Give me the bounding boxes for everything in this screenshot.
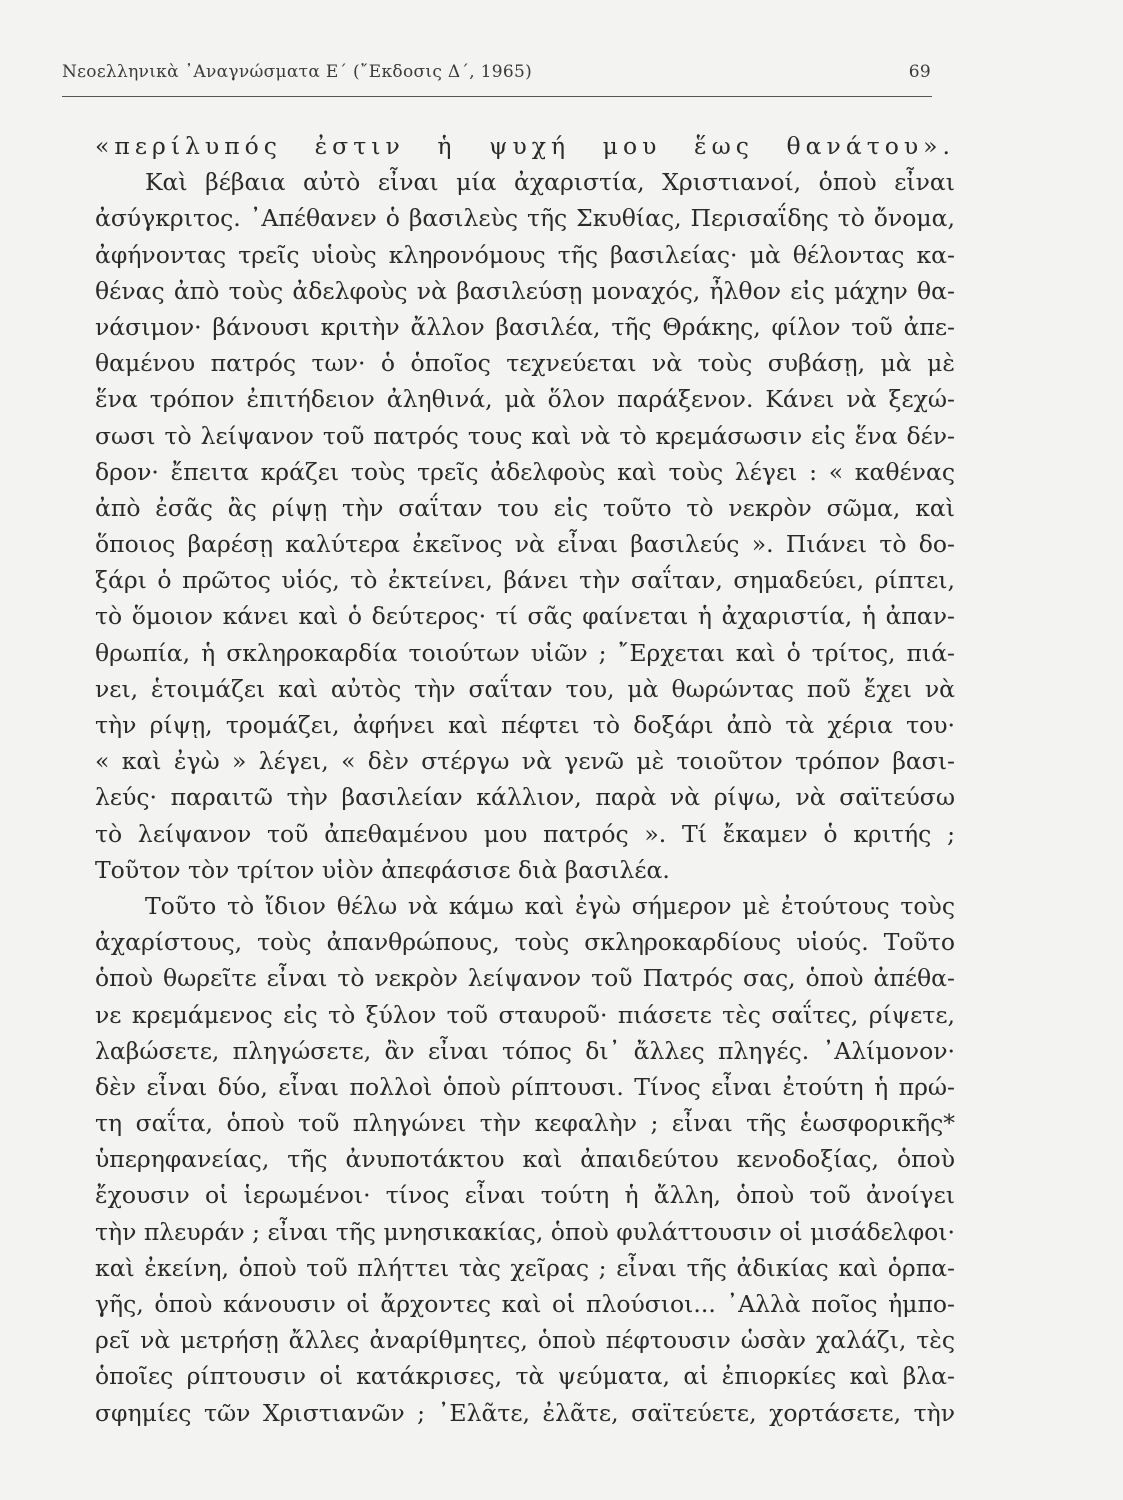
text-line: καὶ ἐκείνη, ὁποὺ τοῦ πλήττει τὰς χεῖρας ; εἶναι τῆς ἀδικίας καὶ ὁρπα- — [95, 1253, 955, 1282]
text-line: ὅποιος βαρέσῃ καλύτερα ἐκεῖνος νὰ εἶναι βασιλεύς ». Πιάνει τὸ δο- — [95, 530, 955, 559]
text-line: δρον· ἔπειτα κράζει τοὺς τρεῖς ἀδελφοὺς καὶ τοὺς λέγει : « καθένας — [95, 457, 955, 486]
text-line: γῆς, ὁποὺ κάνουσιν οἱ ἄρχοντες καὶ οἱ πλούσιοι... ᾿Αλλὰ ποῖος ἠμπο- — [95, 1290, 955, 1318]
text-line: λεύς· παραιτῶ τὴν βασιλείαν κάλλιον, παρὰ νὰ ρίψω, νὰ σαϊτεύσω — [95, 783, 955, 812]
running-head — [62, 62, 931, 92]
text-line: ἀπὸ ἐσᾶς ἂς ρίψῃ τὴν σαΐταν του εἰς τοῦτο τὸ νεκρὸν σῶμα, καὶ — [95, 493, 955, 522]
page-number: 69 — [908, 62, 931, 82]
text-line: θένας ἀπὸ τοὺς ἀδελφοὺς νὰ βασιλεύσῃ μοναχός, ἦλθον εἰς μάχην θα- — [95, 276, 955, 305]
text-line: θαμένου πατρός των· ὁ ὁποῖος τεχνεύεται νὰ τοὺς συβάσῃ, μὰ μὲ — [95, 349, 955, 378]
header-rule — [62, 96, 932, 97]
text-line: τὴν πλευράν ; εἶναι τῆς μνησικακίας, ὁποὺ φυλάττουσιν οἱ μισάδελφοι· — [95, 1217, 955, 1246]
text-line: λαβώσετε, πληγώσετε, ἂν εἶναι τόπος δι᾿ ἄλλες πληγές. ᾿Αλίμονον· — [95, 1036, 955, 1065]
text-line: ἀσύγκριτος. ᾿Απέθανεν ὁ βασιλεὺς τῆς Σκυθίας, Περισαΐδης τὸ ὄνομα, — [95, 204, 955, 233]
text-line: τὸ ὅμοιον κάνει καὶ ὁ δεύτερος· τί σᾶς φαίνεται ἡ ἀχαριστία, ἡ ἀπαν- — [95, 602, 955, 631]
text-line: ὁποῖες ρίπτουσιν οἱ κατάκρισες, τὰ ψεύματα, αἱ ἐπιορκίες καὶ βλα- — [95, 1362, 955, 1391]
text-line: ὑπερηφανείας, τῆς ἀνυποτάκτου καὶ ἀπαιδεύτου κενοδοξίας, ὁποὺ — [95, 1145, 955, 1174]
text-line: τη σαΐτα, ὁποὺ τοῦ πληγώνει τὴν κεφαλὴν ; εἶναι τῆς ἑωσφορικῆς* — [95, 1109, 955, 1138]
text-line: Καὶ βέβαια αὐτὸ εἶναι μία ἀχαριστία, Χριστιανοί, ὁποὺ εἶναι — [145, 168, 955, 197]
text-line: τὴν ρίψῃ, τρομάζει, ἀφήνει καὶ πέφτει τὸ δοξάρι ἀπὸ τὰ χέρια του· — [95, 711, 955, 739]
text-line: Τοῦτο τὸ ἴδιον θέλω νὰ κάμω καὶ ἐγὼ σήμερον μὲ ἐτούτους τοὺς — [145, 891, 955, 920]
running-title: Νεοελληνικὰ ᾿Αναγνώσματα Ε΄ (῎Εκδοσις Δ΄, 1965) — [62, 62, 533, 82]
text-line: ἔχουσιν οἱ ἱερωμένοι· τίνος εἶναι τούτη ἡ ἄλλη, ὁποὺ τοῦ ἀνοίγει — [95, 1181, 955, 1210]
text-line: ρεῖ νὰ μετρήσῃ ἄλλες ἀναρίθμητες, ὁποὺ πέφτουσιν ὡσὰν χαλάζι, τὲς — [95, 1326, 955, 1355]
text-line: ξάρι ὁ πρῶτος υἱός, τὸ ἐκτείνει, βάνει τὴν σαΐταν, σημαδεύει, ρίπτει, — [95, 566, 955, 595]
text-line: νει, ἑτοιμάζει καὶ αὐτὸς τὴν σαΐταν του, μὰ θωρώντας ποῦ ἔχει νὰ — [95, 674, 955, 703]
text-line: Τοῦτον τὸν τρίτον υἱὸν ἀπεφάσισε διὰ βασιλέα. — [95, 855, 670, 884]
text-line: ὁποὺ θωρεῖτε εἶναι τὸ νεκρὸν λείψανον τοῦ Πατρός σας, ὁποὺ ἀπέθα- — [95, 964, 955, 993]
text-line: σφημίες τῶν Χριστιανῶν ; ᾿Ελᾶτε, ἐλᾶτε, σαϊτεύετε, χορτάσετε, τὴν — [95, 1398, 955, 1427]
text-line: τὸ λείψανον τοῦ ἀπεθαμένου μου πατρός ». Τί ἔκαμεν ὁ κριτής ; — [95, 819, 955, 848]
text-line: νάσιμον· βάνουσι κριτὴν ἄλλον βασιλέα, τῆς Θράκης, φίλον τοῦ ἀπε- — [95, 312, 955, 341]
text-line: ἀχαρίστους, τοὺς ἀπανθρώπους, τοὺς σκληροκαρδίους υἱούς. Τοῦτο — [95, 928, 955, 957]
text-line: «περίλυπός ἐστιν ἡ ψυχή μου ἕως θανάτου». — [95, 132, 955, 160]
text-line: « καὶ ἐγὼ » λέγει, « δὲν στέργω νὰ γενῶ μὲ τοιοῦτον τρόπον βασι- — [95, 747, 955, 776]
text-line: νε κρεμάμενος εἰς τὸ ξύλον τοῦ σταυροῦ· πιάσετε τὲς σαΐτες, ρίψετε, — [95, 1000, 955, 1029]
text-line: σωσι τὸ λείψανον τοῦ πατρός τους καὶ νὰ τὸ κρεμάσωσιν εἰς ἕνα δέν- — [95, 421, 955, 450]
text-line: θρωπία, ἡ σκληροκαρδία τοιούτων υἱῶν ; ῎Ερχεται καὶ ὁ τρίτος, πιά- — [95, 638, 955, 667]
text-line: ἀφήνοντας τρεῖς υἱοὺς κληρονόμους τῆς βασιλείας· μὰ θέλοντας κα- — [95, 240, 955, 269]
text-line: δὲν εἶναι δύο, εἶναι πολλοὶ ὁποὺ ρίπτουσι. Τίνος εἶναι ἐτούτη ἡ πρώ- — [95, 1072, 955, 1101]
text-line: ἕνα τρόπον ἐπιτήδειον ἀληθινά, μὰ ὅλον παράξενον. Κάνει νὰ ξεχώ- — [95, 385, 955, 414]
body-text — [95, 128, 955, 1431]
